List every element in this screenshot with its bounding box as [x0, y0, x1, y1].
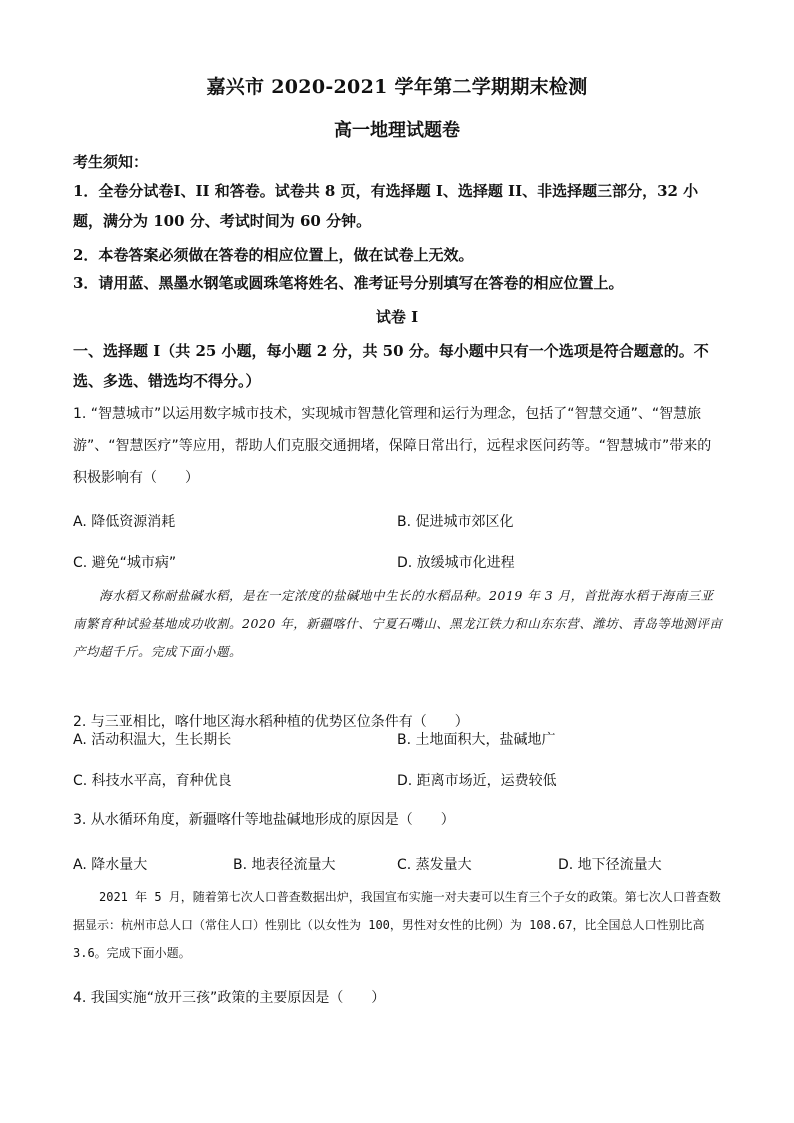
- question-3-option-b: B. 地表径流量大: [233, 857, 336, 873]
- question-2-option-c: C. 科技水平高，育种优良: [73, 773, 232, 789]
- notice-heading: 考生须知：: [73, 153, 149, 171]
- notice-item-3: 3．请用蓝、黑墨水钢笔或圆珠笔将姓名、准考证号分别填写在答卷的相应位置上。: [73, 274, 624, 292]
- question-1-option-d: D. 放缓城市化进程: [397, 555, 515, 571]
- passage-2: 2021 年 5 月，随着第七次人口普查数据出炉，我国宣布实施一对夫妻可以生育三个子女的政策。第七次人口普查数据显示：杭州市总人口（常住人口）性别比（以女性为 100，男性对女性的比例）为 108.67，比全国总人口性别比高 3.6。完成下面小题。: [73, 890, 721, 960]
- question-3-stem: 3. 从水循环角度，新疆喀什等地盐碱地形成的原因是（ ）: [73, 812, 455, 828]
- exam-title: 嘉兴市 2020-2021 学年第二学期期末检测: [206, 76, 588, 98]
- question-1-option-c: C. 避免“城市病”: [73, 555, 177, 571]
- notice-item-2: 2．本卷答案必须做在答卷的相应位置上，做在试卷上无效。: [73, 246, 474, 264]
- question-2-option-a: A. 活动积温大，生长期长: [73, 732, 232, 748]
- question-1-stem: 1. “智慧城市”以运用数字城市技术，实现城市智慧化管理和运行为理念，包括了“智慧交通”、“智慧旅游”、“智慧医疗”等应用，帮助人们克服交通拥堵，保障日常出行，远程求医问药等。“智慧城市”带来的积极影响有（ ）: [73, 406, 712, 486]
- question-1-option-b: B. 促进城市郊区化: [397, 514, 514, 530]
- section-heading: 试卷 I: [375, 308, 419, 326]
- question-4-stem: 4. 我国实施“放开三孩”政策的主要原因是（ ）: [73, 990, 386, 1006]
- question-1-option-a: A. 降低资源消耗: [73, 514, 176, 530]
- question-3-option-d: D. 地下径流量大: [558, 857, 662, 873]
- question-3-option-a: A. 降水量大: [73, 857, 148, 873]
- exam-subtitle: 高一地理试题卷: [334, 120, 460, 141]
- question-2-option-d: D. 距离市场近，运费较低: [397, 773, 557, 789]
- notice-item-1: 1．全卷分试卷Ⅰ、II 和答卷。试卷共 8 页，有选择题 I、选择题 II、非选择题三部分，32 小题，满分为 100 分、考试时间为 60 分钟。: [73, 182, 699, 230]
- passage-1: 海水稻又称耐盐碱水稻，是在一定浓度的盐碱地中生长的水稻品种。2019 年 3 月，首批海水稻于海南三亚南繁育种试验基地成功收割。2020 年，新疆喀什、宁夏石嘴山、黑龙江铁力和山东东营、潍坊、青岛等地测评亩产均超千斤。完成下面小题。: [73, 588, 723, 659]
- question-2-option-b: B. 土地面积大，盐碱地广: [397, 732, 556, 748]
- question-3-option-c: C. 蒸发量大: [397, 857, 472, 873]
- question-2-stem: 2. 与三亚相比，喀什地区海水稻种植的优势区位条件有（ ）: [73, 714, 469, 730]
- part-title: 一、选择题 I（共 25 小题，每小题 2 分，共 50 分。每小题中只有一个选项是符合题意的。不选、多选、错选均不得分。）: [73, 342, 709, 390]
